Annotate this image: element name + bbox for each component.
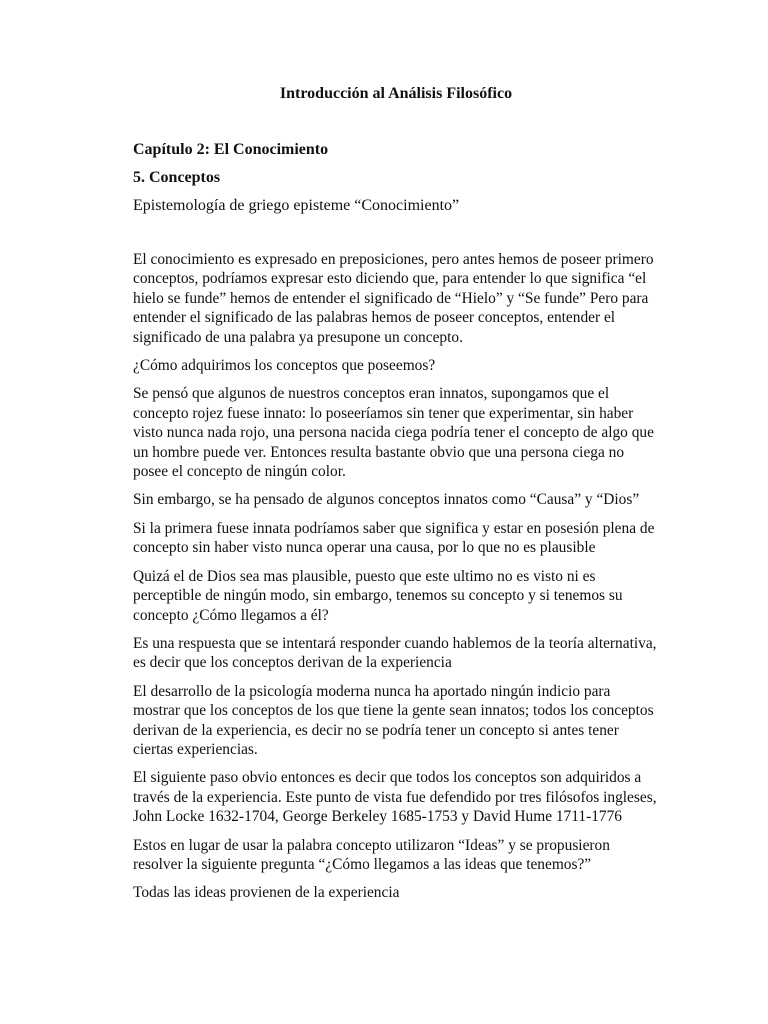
paragraph: El desarrollo de la psicología moderna nunca ha aportado ningún indicio para mostrar que los conceptos de los que tiene la gente sean innatos; todos los conceptos derivan de la experiencia, es decir no se podría tener un concepto si antes tener ciertas experiencias. [133, 682, 654, 758]
paragraph: Estos en lugar de usar la palabra concepto utilizaron “Ideas” y se propusieron resolver la siguiente pregunta “¿Cómo llegamos a las ideas que tenemos?” [133, 836, 610, 873]
paragraph: Todas las ideas provienen de la experiencia [133, 884, 400, 902]
paragraph: Si la primera fuese innata podríamos saber que significa y estar en posesión plena de concepto sin haber visto nunca operar una causa, por lo que no es plausible [133, 519, 655, 557]
paragraph: Se pensó que algunos de nuestros conceptos eran innatos, supongamos que el concepto rojez fuese innato: lo poseeríamos sin tener que experimentar, sin haber visto nunca nada rojo, una persona nacida ciega podría tener el concepto de algo que un hombre puede ver. Entonces resulta bastante obvio que una persona ciega no posee el concepto de ningún color. [133, 385, 654, 481]
paragraph: Es una respuesta que se intentará responder cuando hablemos de la teoría alternativa, es decir que los conceptos derivan de la experiencia [133, 634, 657, 672]
paragraph: Sin embargo, se ha pensado de algunos conceptos innatos como “Causa” y “Dios” [133, 491, 640, 509]
section-subtitle: Epistemología de griego episteme “Conocimiento” [133, 197, 460, 214]
paragraph: El conocimiento es expresado en preposiciones, pero antes hemos de poseer primero conceptos, podríamos expresar esto diciendo que, para entender lo que significa “el hielo se funde” hemos de entender el significado de “Hielo” y “Se funde” Pero para entender el significado de las palabras hemos de poseer conceptos, entender el significado de una palabra ya presupone un concepto. [133, 251, 654, 346]
section-heading: 5. Conceptos [133, 169, 221, 186]
paragraph: El siguiente paso obvio entonces es decir que todos los conceptos son adquiridos a través de la experiencia. Este punto de vista fue defendido por tres filósofos ingleses, John Locke 1632-1704, George Berkeley 1685-1753 y David Hume 1711-1776 [133, 769, 657, 826]
paragraph: Quizá el de Dios sea mas plausible, puesto que este ultimo no es visto ni es perceptible de ningún modo, sin embargo, tenemos su concepto y si tenemos su concepto ¿Cómo llegamos a él? [133, 567, 623, 624]
chapter-heading: Capítulo 2: El Conocimiento [133, 141, 329, 158]
paragraph: ¿Cómo adquirimos los conceptos que poseemos? [133, 357, 436, 375]
document-title: Introducción al Análisis Filosófico [279, 85, 513, 102]
document-body [133, 250, 661, 912]
